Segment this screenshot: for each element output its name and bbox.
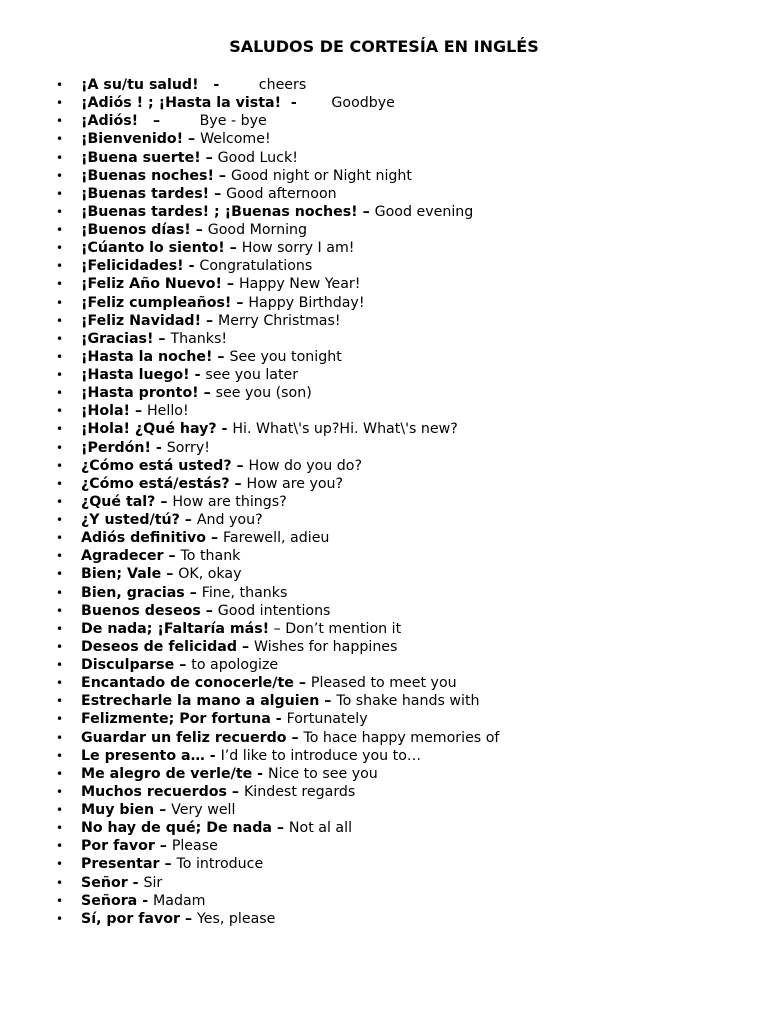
spanish-phrase: Adiós definitivo — [81, 530, 207, 547]
list-item — [0, 547, 499, 565]
list-item — [0, 874, 499, 892]
list-item — [0, 493, 499, 511]
bullet-icon: • — [56, 96, 64, 111]
bullet-icon: • — [56, 603, 64, 618]
bullet-icon: • — [56, 639, 64, 654]
bullet-icon: • — [56, 114, 64, 129]
separator-dash: - — [216, 421, 233, 438]
list-item — [0, 348, 499, 366]
list-item — [0, 656, 499, 674]
list-item — [0, 402, 499, 420]
separator-dash: - — [252, 765, 269, 782]
bullet-icon: • — [56, 313, 64, 328]
spanish-phrase: Buenos deseos — [81, 602, 201, 619]
bullet-icon: • — [56, 241, 64, 256]
english-translation: Merry Christmas! — [218, 312, 341, 329]
separator-dash: – — [198, 385, 216, 402]
list-item — [0, 783, 499, 801]
separator-dash: – — [209, 185, 227, 202]
english-translation: Fine, thanks — [201, 584, 288, 601]
english-translation: Bye - bye — [199, 113, 267, 130]
separator-dash: – — [212, 348, 230, 365]
bullet-icon: • — [56, 766, 64, 781]
bullet-icon: • — [56, 658, 64, 672]
bullet-icon: • — [56, 277, 64, 292]
english-translation: Hello! — [146, 403, 189, 420]
bullet-icon: • — [56, 259, 64, 274]
separator-dash: – — [200, 149, 218, 166]
english-translation: And you? — [196, 512, 263, 528]
separator-dash: – — [179, 512, 197, 528]
list-item — [0, 384, 499, 402]
separator-dash: – — [138, 113, 200, 130]
english-translation: Fortunately — [286, 711, 368, 728]
spanish-phrase: De nada; ¡Faltaría más! — [81, 620, 270, 637]
bullet-icon: • — [56, 494, 64, 509]
english-translation: to apologize — [191, 657, 279, 673]
english-translation: To hace happy memories of — [303, 729, 500, 746]
list-item — [0, 710, 499, 728]
bullet-icon: • — [56, 694, 64, 709]
bullet-icon: • — [56, 911, 64, 926]
separator-dash: – — [154, 838, 172, 855]
spanish-phrase: Bien; Vale — [81, 566, 162, 583]
bullet-icon: • — [56, 168, 64, 183]
separator-dash: – — [357, 203, 375, 220]
bullet-icon: • — [56, 513, 64, 527]
bullet-icon: • — [56, 712, 64, 727]
spanish-phrase: ¡Cúanto lo siento! — [81, 240, 225, 257]
spanish-phrase: ¡Adiós! — [81, 113, 139, 130]
separator-dash: – — [200, 602, 218, 619]
bullet-icon: • — [56, 404, 64, 419]
list-item — [0, 529, 499, 547]
spanish-phrase: ¡Buenas noches! — [81, 167, 214, 184]
spanish-phrase: ¿Cómo está/estás? — [81, 475, 230, 492]
separator-dash: – — [183, 131, 201, 148]
english-translation: Hi. What\'s up?Hi. What\'s new? — [232, 421, 458, 438]
separator-dash: - — [150, 439, 167, 456]
separator-dash: – — [221, 276, 239, 293]
english-translation: How do you do? — [248, 457, 362, 474]
bullet-icon: • — [56, 132, 64, 147]
separator-dash: – — [229, 475, 247, 492]
spanish-phrase: Felizmente; Por fortuna — [81, 711, 271, 728]
spanish-phrase: ¡Hola! ¿Qué hay? — [81, 421, 217, 438]
spanish-phrase: ¿Qué tal? — [81, 493, 156, 510]
spanish-phrase: ¡Perdón! — [81, 439, 151, 456]
english-translation: Happy Birthday! — [248, 294, 365, 311]
separator-dash: - — [198, 77, 259, 93]
greetings-list — [0, 76, 499, 928]
spanish-phrase: ¡Buenas tardes! — [81, 185, 210, 202]
spanish-phrase: Encantado de conocerle/te — [81, 675, 294, 692]
bullet-icon: • — [56, 730, 64, 745]
spanish-phrase: Señor — [81, 874, 128, 891]
separator-dash: - — [204, 747, 221, 764]
english-translation: How are things? — [172, 493, 287, 510]
list-item — [0, 149, 499, 167]
bullet-icon: • — [56, 821, 64, 836]
spanish-phrase: ¡Buenos días! — [81, 222, 191, 238]
bullet-icon: • — [56, 186, 64, 201]
bullet-icon: • — [56, 893, 64, 908]
separator-dash: – — [201, 312, 219, 329]
english-translation: Welcome! — [200, 131, 271, 148]
spanish-phrase: ¡Bienvenido! — [81, 131, 184, 148]
list-item — [0, 475, 499, 493]
english-translation: OK, okay — [178, 566, 242, 583]
list-item — [0, 674, 499, 692]
bullet-icon: • — [56, 839, 64, 854]
english-translation: To thank — [180, 548, 241, 565]
english-translation: Good afternoon — [226, 185, 337, 202]
english-translation: How sorry I am! — [241, 240, 355, 257]
english-translation: Kindest regards — [243, 783, 356, 800]
english-translation: See you tonight — [229, 348, 342, 365]
separator-dash: – — [180, 910, 197, 927]
list-item — [0, 420, 499, 438]
list-item — [0, 112, 499, 130]
spanish-phrase: Estrecharle la mano a alguien — [81, 693, 320, 710]
english-translation: Not al all — [288, 820, 353, 837]
list-item — [0, 692, 499, 710]
separator-dash: – — [213, 167, 231, 184]
list-item — [0, 294, 499, 312]
separator-dash: – — [237, 638, 254, 655]
bullet-icon: • — [56, 368, 64, 382]
separator-dash: – — [161, 566, 179, 583]
english-translation: Good night or Night night — [230, 167, 412, 184]
spanish-phrase: ¡Felicidades! — [81, 258, 184, 275]
spanish-phrase: ¿Cómo está usted? — [81, 457, 232, 474]
bullet-icon: • — [56, 857, 64, 872]
spanish-phrase: Señora — [81, 892, 138, 909]
bullet-icon: • — [56, 784, 64, 799]
english-translation: Pleased to meet you — [310, 675, 457, 692]
spanish-phrase: Disculparse — [81, 657, 175, 673]
spanish-phrase: Me alegro de verle/te — [81, 765, 253, 782]
english-translation: I’d like to introduce you to… — [220, 747, 422, 764]
english-translation: Very well — [171, 802, 236, 818]
list-item — [0, 565, 499, 583]
english-translation: Good evening — [374, 203, 474, 220]
list-item — [0, 439, 499, 457]
spanish-phrase: ¡Hasta luego! — [81, 367, 190, 383]
english-translation: Madam — [153, 892, 206, 909]
spanish-phrase: ¡Feliz Navidad! — [81, 312, 202, 329]
english-translation: Yes, please — [196, 910, 276, 927]
list-item — [0, 257, 499, 275]
spanish-phrase: Muy bien — [81, 802, 155, 818]
spanish-phrase: Por favor — [81, 838, 155, 855]
english-translation: Please — [171, 838, 218, 855]
spanish-phrase: Presentar — [81, 856, 160, 873]
spanish-phrase: ¡Hasta la noche! — [81, 348, 213, 365]
list-item — [0, 638, 499, 656]
spanish-phrase: ¡Buenas tardes! ; ¡Buenas noches! — [81, 203, 358, 220]
list-item — [0, 221, 499, 239]
spanish-phrase: ¡Hasta pronto! — [81, 385, 199, 402]
bullet-icon: • — [56, 621, 64, 636]
spanish-phrase: Agradecer — [81, 548, 164, 565]
english-translation: To introduce — [176, 856, 264, 873]
separator-dash: – — [231, 294, 249, 311]
spanish-phrase: ¡Feliz Año Nuevo! — [81, 276, 222, 293]
separator-dash: – — [319, 693, 337, 710]
spanish-phrase: ¡Adiós ! ; ¡Hasta la vista! — [81, 95, 282, 112]
bullet-icon: • — [56, 531, 64, 546]
page-title: SALUDOS DE CORTESÍA EN INGLÉS — [229, 37, 539, 56]
list-item — [0, 729, 499, 747]
spanish-phrase: Le presento a… — [81, 747, 205, 764]
spanish-phrase: Bien, gracias — [81, 584, 185, 601]
separator-dash: – — [174, 657, 192, 673]
spanish-phrase: Sí, por favor — [81, 910, 180, 927]
separator-dash: – — [286, 729, 304, 746]
bullet-icon: • — [56, 78, 64, 92]
list-item — [0, 765, 499, 783]
spanish-phrase: ¡Gracias! — [81, 330, 154, 347]
separator-dash: – — [190, 222, 208, 238]
list-item — [0, 330, 499, 348]
english-translation: Good Morning — [207, 222, 308, 238]
english-translation: see you (son) — [215, 385, 312, 402]
bullet-icon: • — [56, 204, 64, 219]
separator-dash: – — [224, 240, 242, 257]
separator-dash: – — [293, 675, 311, 692]
list-item — [0, 855, 499, 873]
english-translation: How are you? — [246, 475, 344, 492]
bullet-icon: • — [56, 567, 64, 582]
bullet-icon: • — [56, 386, 64, 401]
english-translation: Happy New Year! — [238, 276, 361, 293]
list-item — [0, 801, 499, 819]
bullet-icon: • — [56, 676, 64, 691]
separator-dash: – — [159, 856, 177, 873]
bullet-icon: • — [56, 331, 64, 346]
english-translation: Thanks! — [170, 330, 228, 347]
bullet-icon: • — [56, 295, 64, 310]
spanish-phrase: ¿Y usted/tú? — [81, 512, 180, 528]
list-item — [0, 819, 499, 837]
spanish-phrase: ¡Buena suerte! — [81, 149, 201, 166]
spanish-phrase: No hay de qué; De nada — [81, 820, 272, 837]
separator-dash: – — [271, 820, 289, 837]
bullet-icon: • — [56, 875, 64, 890]
spanish-phrase: Muchos recuerdos — [81, 783, 227, 800]
list-item — [0, 94, 499, 112]
bullet-icon: • — [56, 150, 64, 165]
english-translation: Sorry! — [166, 439, 210, 456]
english-translation: Good Luck! — [217, 149, 298, 166]
spanish-phrase: ¡A su/tu salud! — [81, 77, 199, 93]
bullet-icon: • — [56, 803, 64, 817]
list-item — [0, 76, 499, 94]
spanish-phrase: Deseos de felicidad — [81, 638, 237, 655]
bullet-icon: • — [56, 585, 64, 600]
spanish-phrase: ¡Hola! — [81, 403, 130, 420]
list-item — [0, 584, 499, 602]
english-translation: cheers — [258, 77, 307, 93]
english-translation: see you later — [205, 367, 299, 383]
separator-dash: – — [153, 330, 171, 347]
bullet-icon: • — [56, 223, 64, 237]
list-item — [0, 203, 499, 221]
english-translation: Nice to see you — [268, 765, 378, 782]
spanish-phrase: Guardar un feliz recuerdo — [81, 729, 287, 746]
list-item — [0, 239, 499, 257]
separator-dash: – — [163, 548, 181, 565]
list-item — [0, 620, 499, 638]
list-item — [0, 747, 499, 765]
english-translation: To shake hands with — [336, 693, 480, 710]
list-item — [0, 511, 499, 529]
separator-dash: - — [189, 367, 206, 383]
english-translation: Good intentions — [217, 602, 331, 619]
separator-dash: - — [270, 711, 287, 728]
bullet-icon: • — [56, 549, 64, 564]
list-item — [0, 167, 499, 185]
list-item — [0, 130, 499, 148]
list-item — [0, 275, 499, 293]
separator-dash: - — [183, 258, 200, 275]
english-translation: Farewell, adieu — [223, 530, 330, 547]
list-item — [0, 312, 499, 330]
list-item — [0, 366, 499, 384]
english-translation: – Don’t mention it — [269, 620, 402, 637]
bullet-icon: • — [56, 349, 64, 364]
bullet-icon: • — [56, 458, 64, 473]
english-translation: Sir — [143, 874, 163, 891]
separator-dash: – — [231, 457, 249, 474]
bullet-icon: • — [56, 748, 64, 763]
separator-dash: - — [127, 874, 144, 891]
bullet-icon: • — [56, 440, 64, 455]
separator-dash: – — [130, 403, 147, 420]
list-item — [0, 892, 499, 910]
separator-dash: - — [137, 892, 154, 909]
separator-dash: – — [155, 493, 173, 510]
list-item — [0, 185, 499, 203]
separator-dash: – — [184, 584, 202, 601]
list-item — [0, 837, 499, 855]
list-item — [0, 910, 499, 928]
bullet-icon: • — [56, 422, 64, 437]
separator-dash: - — [281, 95, 332, 112]
english-translation: Wishes for happines — [253, 638, 398, 655]
separator-dash: – — [154, 802, 172, 818]
separator-dash: – — [226, 783, 244, 800]
bullet-icon: • — [56, 476, 64, 491]
english-translation: Goodbye — [331, 95, 395, 112]
separator-dash: – — [206, 530, 224, 547]
list-item — [0, 457, 499, 475]
spanish-phrase: ¡Feliz cumpleaños! — [81, 294, 232, 311]
list-item — [0, 602, 499, 620]
english-translation: Congratulations — [199, 258, 313, 275]
